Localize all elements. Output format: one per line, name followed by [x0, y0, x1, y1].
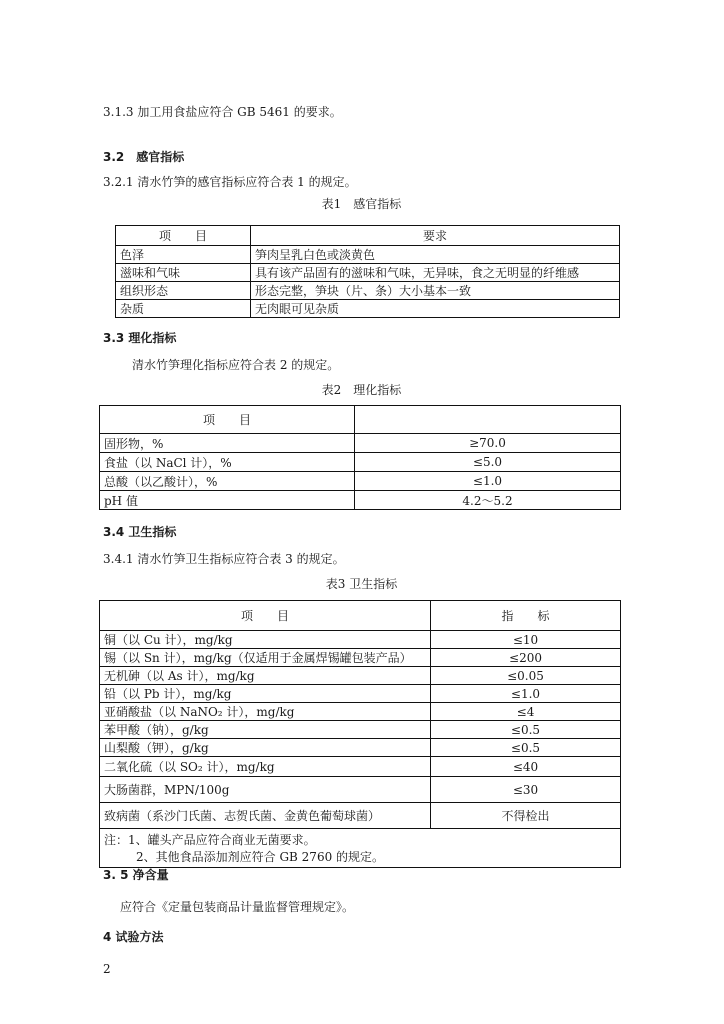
table-cell: 组织形态	[116, 282, 251, 300]
table-row	[100, 649, 621, 667]
table-row	[116, 300, 620, 318]
table2-physicochemical	[99, 405, 621, 510]
section-3-5-text: 应符合《定量包装商品计量监督管理规定》。	[120, 900, 355, 914]
table-cell: 形态完整，笋块（片、条）大小基本一致	[251, 282, 620, 300]
section-3-3-text: 清水竹笋理化指标应符合表 2 的规定。	[132, 358, 340, 372]
table-cell: ≤4	[431, 703, 621, 721]
table-cell: 亚硝酸盐（以 NaNO₂ 计），mg/kg	[100, 703, 431, 721]
table-row	[100, 803, 621, 829]
table-cell: 滋味和气味	[116, 264, 251, 282]
table-cell: 无机砷（以 As 计），mg/kg	[100, 667, 431, 685]
page-number: 2	[103, 962, 111, 976]
table-row	[100, 703, 621, 721]
table-cell: 大肠菌群，MPN/100g	[100, 777, 431, 803]
table-row	[100, 757, 621, 777]
table-header-cell: 项 目	[116, 226, 251, 246]
table-cell: 食盐（以 NaCl 计），%	[100, 453, 355, 472]
table-cell: ≤0.5	[431, 739, 621, 757]
table-cell: 固形物，%	[100, 434, 355, 453]
table-note-2: 2、其他食品添加剂应符合 GB 2760 的规定。	[136, 850, 385, 864]
table-cell: 致病菌（系沙门氏菌、志贺氏菌、金黄色葡萄球菌）	[100, 803, 431, 829]
table1-caption: 表1 感官指标	[321, 197, 402, 211]
table-row	[100, 667, 621, 685]
clause-3-2-1: 3.2.1 清水竹笋的感官指标应符合表 1 的规定。	[103, 175, 357, 189]
table-row	[116, 264, 620, 282]
table-row	[100, 721, 621, 739]
section-heading-3-4: 3.4 卫生指标	[103, 525, 177, 539]
table-cell: 苯甲酸（钠），g/kg	[100, 721, 431, 739]
section-heading-3-3: 3.3 理化指标	[103, 331, 177, 345]
section-heading-4: 4 试验方法	[103, 930, 164, 944]
table-cell: 具有该产品固有的滋味和气味，无异味，食之无明显的纤维感	[251, 264, 620, 282]
table-note-1: 注：1、罐头产品应符合商业无菌要求。	[104, 833, 316, 847]
table-header-cell: 指 标	[431, 601, 621, 631]
table-row	[100, 434, 621, 453]
table-cell: 不得检出	[431, 803, 621, 829]
table-cell: 杂质	[116, 300, 251, 318]
table-header-row	[116, 226, 620, 246]
table-row	[116, 246, 620, 264]
table-cell: 总酸（以乙酸计），%	[100, 472, 355, 491]
table-cell: 色泽	[116, 246, 251, 264]
table-cell: ≤0.5	[431, 721, 621, 739]
table-header-cell: 项 目	[100, 601, 431, 631]
table1-sensory	[115, 225, 620, 318]
table-row	[100, 453, 621, 472]
table-cell: ≤40	[431, 757, 621, 777]
table-row	[116, 282, 620, 300]
table-header-cell	[355, 406, 621, 434]
table3-caption: 表3 卫生指标	[325, 577, 398, 591]
table3-hygiene	[99, 600, 621, 868]
table-cell: ≤1.0	[431, 685, 621, 703]
table-note-row	[100, 829, 621, 868]
section-heading-3-2: 3.2 感官指标	[103, 150, 185, 164]
table-header-cell: 要求	[251, 226, 620, 246]
table-cell: ≥70.0	[355, 434, 621, 453]
table-cell: ≤1.0	[355, 472, 621, 491]
table-cell: 无肉眼可见杂质	[251, 300, 620, 318]
table-header-cell: 项 目	[100, 406, 355, 434]
table-row	[100, 685, 621, 703]
table-cell: ≤0.05	[431, 667, 621, 685]
clause-3-1-3: 3.1.3 加工用食盐应符合 GB 5461 的要求。	[103, 105, 342, 119]
table-row	[100, 472, 621, 491]
table-row	[100, 777, 621, 803]
table-row	[100, 739, 621, 757]
table-row	[100, 491, 621, 510]
table-header-row	[100, 406, 621, 434]
table-cell: 4.2～5.2	[355, 491, 621, 510]
table-cell: ≤10	[431, 631, 621, 649]
table-cell: 锡（以 Sn 计），mg/kg（仅适用于金属焊锡罐包装产品）	[100, 649, 431, 667]
section-heading-3-5: 3. 5 净含量	[103, 868, 169, 882]
table-row	[100, 631, 621, 649]
table-cell: 铅（以 Pb 计），mg/kg	[100, 685, 431, 703]
table-cell: 笋肉呈乳白色或淡黄色	[251, 246, 620, 264]
table2-caption: 表2 理化指标	[321, 383, 402, 397]
table-cell: ≤30	[431, 777, 621, 803]
table-cell: 二氧化硫（以 SO₂ 计），mg/kg	[100, 757, 431, 777]
clause-3-4-1: 3.4.1 清水竹笋卫生指标应符合表 3 的规定。	[103, 552, 345, 566]
table-cell: ≤200	[431, 649, 621, 667]
table-notes	[100, 829, 621, 868]
table-header-row	[100, 601, 621, 631]
table-cell: pH 值	[100, 491, 355, 510]
table-cell: ≤5.0	[355, 453, 621, 472]
table-cell: 铜（以 Cu 计），mg/kg	[100, 631, 431, 649]
table-cell: 山梨酸（钾），g/kg	[100, 739, 431, 757]
